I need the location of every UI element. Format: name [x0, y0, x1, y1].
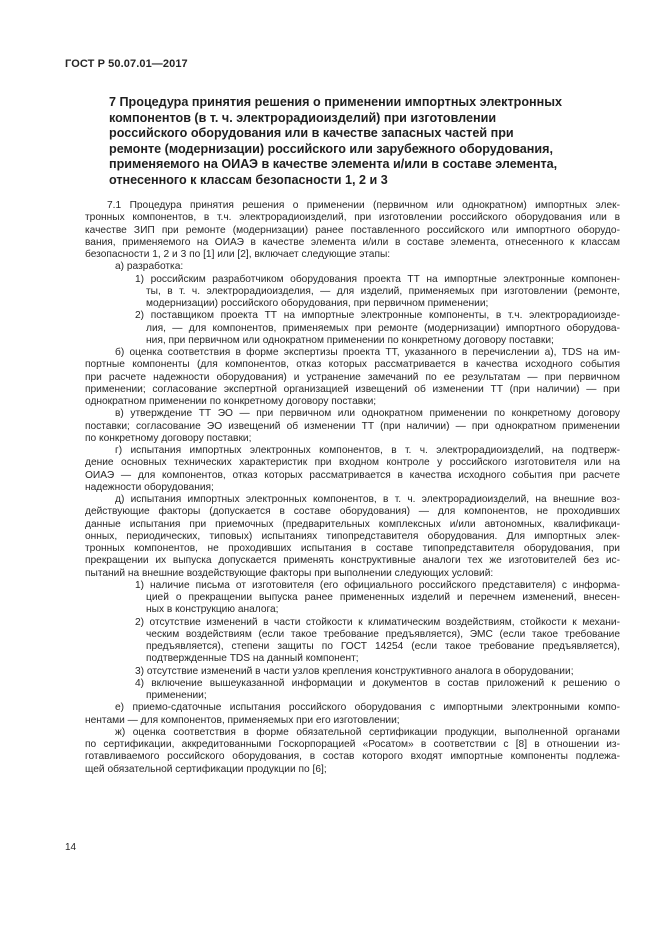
text-line: 3) отсутствие изменений в части узлов крепления конструктивного аналога в оборудовании; [135, 665, 574, 677]
text-line: е) приемо-сдаточные испытания российского оборудования с импортными электронными компо- [115, 702, 620, 714]
text-line: данные испытания при приемочных (предварительных комплексных и/или автономных, квалификаци- [85, 518, 620, 530]
text-line: готавливаемого российского оборудования, в состав которого входят импортные компоненты подлежа- [85, 751, 620, 763]
text-line: б) оценка соответствия в форме экспертизы проекта ТТ, указанного в перечислении а), TDS на им- [115, 347, 620, 358]
text-line: 1) российским разработчиком оборудования проекта ТТ на импортные электронные компонен- [135, 273, 620, 285]
text-line: прекращении их выпуска допускается применять конструктивные аналоги тех же изготовителей без ис- [85, 555, 620, 567]
text-line: а) разработка: [115, 261, 184, 273]
text-line: ния, при первичном или однократном применении по конкретному договору поставки; [146, 334, 554, 346]
text-line: онных, периодических, типовых) испытаниях типопредставителя оборудования. Для импортных элек- [85, 530, 620, 542]
text-line: щей обязательной сертификации продукции по [6]; [85, 763, 327, 775]
page-number: 14 [65, 842, 77, 853]
body-text [85, 200, 620, 776]
text-line: подтвержденные TDS на данный компонент; [146, 653, 359, 665]
section-title-line: отнесенного к классам безопасности 1, 2 и 3 [109, 172, 388, 187]
document-header: ГОСТ Р 50.07.01—2017 [65, 58, 188, 70]
text-line: лия, — для компонентов, применяемых при ремонте (модернизации) импортного оборудова- [146, 322, 620, 334]
text-line: качестве ЗИП при ремонте (модернизации) ранее поставленного российского или импортного оборудо- [85, 224, 620, 236]
text-line: при расчете надежности оборудования) и устранение замечаний по ее результатам — при первичном [85, 371, 620, 383]
text-line: ты, в т. ч. электрорадиоизделия, — для изделий, применяемых при изготовлении (ремонте, [146, 285, 620, 297]
text-line: ОИАЭ — для компонентов, отказ которых рассматривается в качества исходного события при расчете [85, 469, 620, 481]
text-line: безопасности 1, 2 и 3 по [1] или [2], включает следующие этапы: [85, 249, 391, 260]
text-line: в) утверждение ТТ ЭО — при первичном или однократном применении по конкретному договору [115, 408, 620, 420]
section-title-line: российского оборудования или в качестве запасных частей при [109, 126, 514, 141]
text-line: по конкретному договору поставки; [85, 432, 252, 444]
text-line: действующие факторы (допускается в составе оборудования) — для компонентов, не проходивших [85, 506, 620, 518]
text-line: 2) отсутствие изменений в части стойкости к климатическим воздействиям, стойкости к механи- [135, 616, 620, 628]
text-line: надежности оборудования; [85, 481, 214, 493]
text-line: дение основных технических характеристик при входном контроле у российского изготовителя или на [85, 457, 620, 469]
text-line: предъявляется), степени защиты по ГОСТ 14254 (если такое требование предъявляется), [146, 641, 620, 652]
text-line: портные компоненты (для компонентов, отказ которых рассматривается в качества исходного события [85, 359, 620, 371]
text-line: нентами — для компонентов, применяемых при его изготовлении; [85, 714, 400, 726]
text-line: применении; согласование экспертной организацией извещений об изменении ТТ (при наличии) — при [85, 383, 620, 395]
text-line: ж) оценка соответствия в форме обязательной сертификации продукции, выполненной органами [115, 726, 620, 738]
text-line: однократном применении по конкретному договору поставки; [85, 396, 377, 407]
section-title [109, 95, 607, 189]
text-line: тронных компонентов, в т.ч. электрорадиоизделий, при изготовлении российского оборудования или в [85, 212, 620, 224]
text-line: пытаний на внешние воздействующие факторы при выполнении следующих условий: [85, 567, 494, 579]
section-title-line: 7 Процедура принятия решения о применении импортных электронных [109, 95, 562, 109]
text-line: ческим воздействиям (если такое требование предъявляется), ЭМС (если такое требование [146, 628, 620, 640]
text-line: г) испытания импортных электронных компонентов, в т. ч. электрорадиоизделий, на подтверж- [115, 445, 620, 456]
text-line: ных в конструкцию аналога; [146, 604, 279, 616]
text-line: 2) поставщиком проекта ТТ на импортные электронные компоненты, в т.ч. электрорадиоизде- [135, 310, 620, 322]
text-line: 7.1 Процедура принятия решения о применении (первичном или однократном) импортных элек- [107, 200, 620, 211]
text-line: модернизации) российского оборудования, при первичном применении; [146, 298, 489, 309]
text-line: тронных компонентов, не проходивших испытания в составе типопредставителя оборудования, при [85, 543, 620, 554]
text-line: д) испытания импортных электронных компонентов, в т. ч. электрорадиоизделий, на внешние воз- [115, 494, 620, 505]
text-line: цией о прекращении выпуска ранее примененных изделий и перечнем изменений, внесен- [146, 592, 620, 603]
section-title-line: ремонте (модернизации) российского или зарубежного оборудования, [109, 141, 553, 156]
text-line: применении; [146, 690, 207, 701]
section-title-line: применяемого на ОИАЭ в качестве элемента и/или в составе элемента, [109, 157, 558, 172]
text-line: поставки; согласование ЭО извещений об изменении ТТ (при наличии) — при однократном применении [85, 420, 620, 432]
text-line: по сертификации, аккредитованными Госкорпорацией «Росатом» в соответствии с [8] в отношении из- [85, 739, 620, 750]
section-title-line: компонентов (в т. ч. электрорадиоизделий) при изготовлении [109, 110, 497, 125]
text-line: 4) включение вышеуказанной информации и документов в состав приложений к решению о [135, 677, 620, 689]
text-line: вания, применяемого на ОИАЭ в качестве элемента и/или в составе элемента, отнесенного к классам [85, 236, 620, 248]
text-line: 1) наличие письма от изготовителя (его официального российского представителя) с информа- [135, 579, 620, 591]
